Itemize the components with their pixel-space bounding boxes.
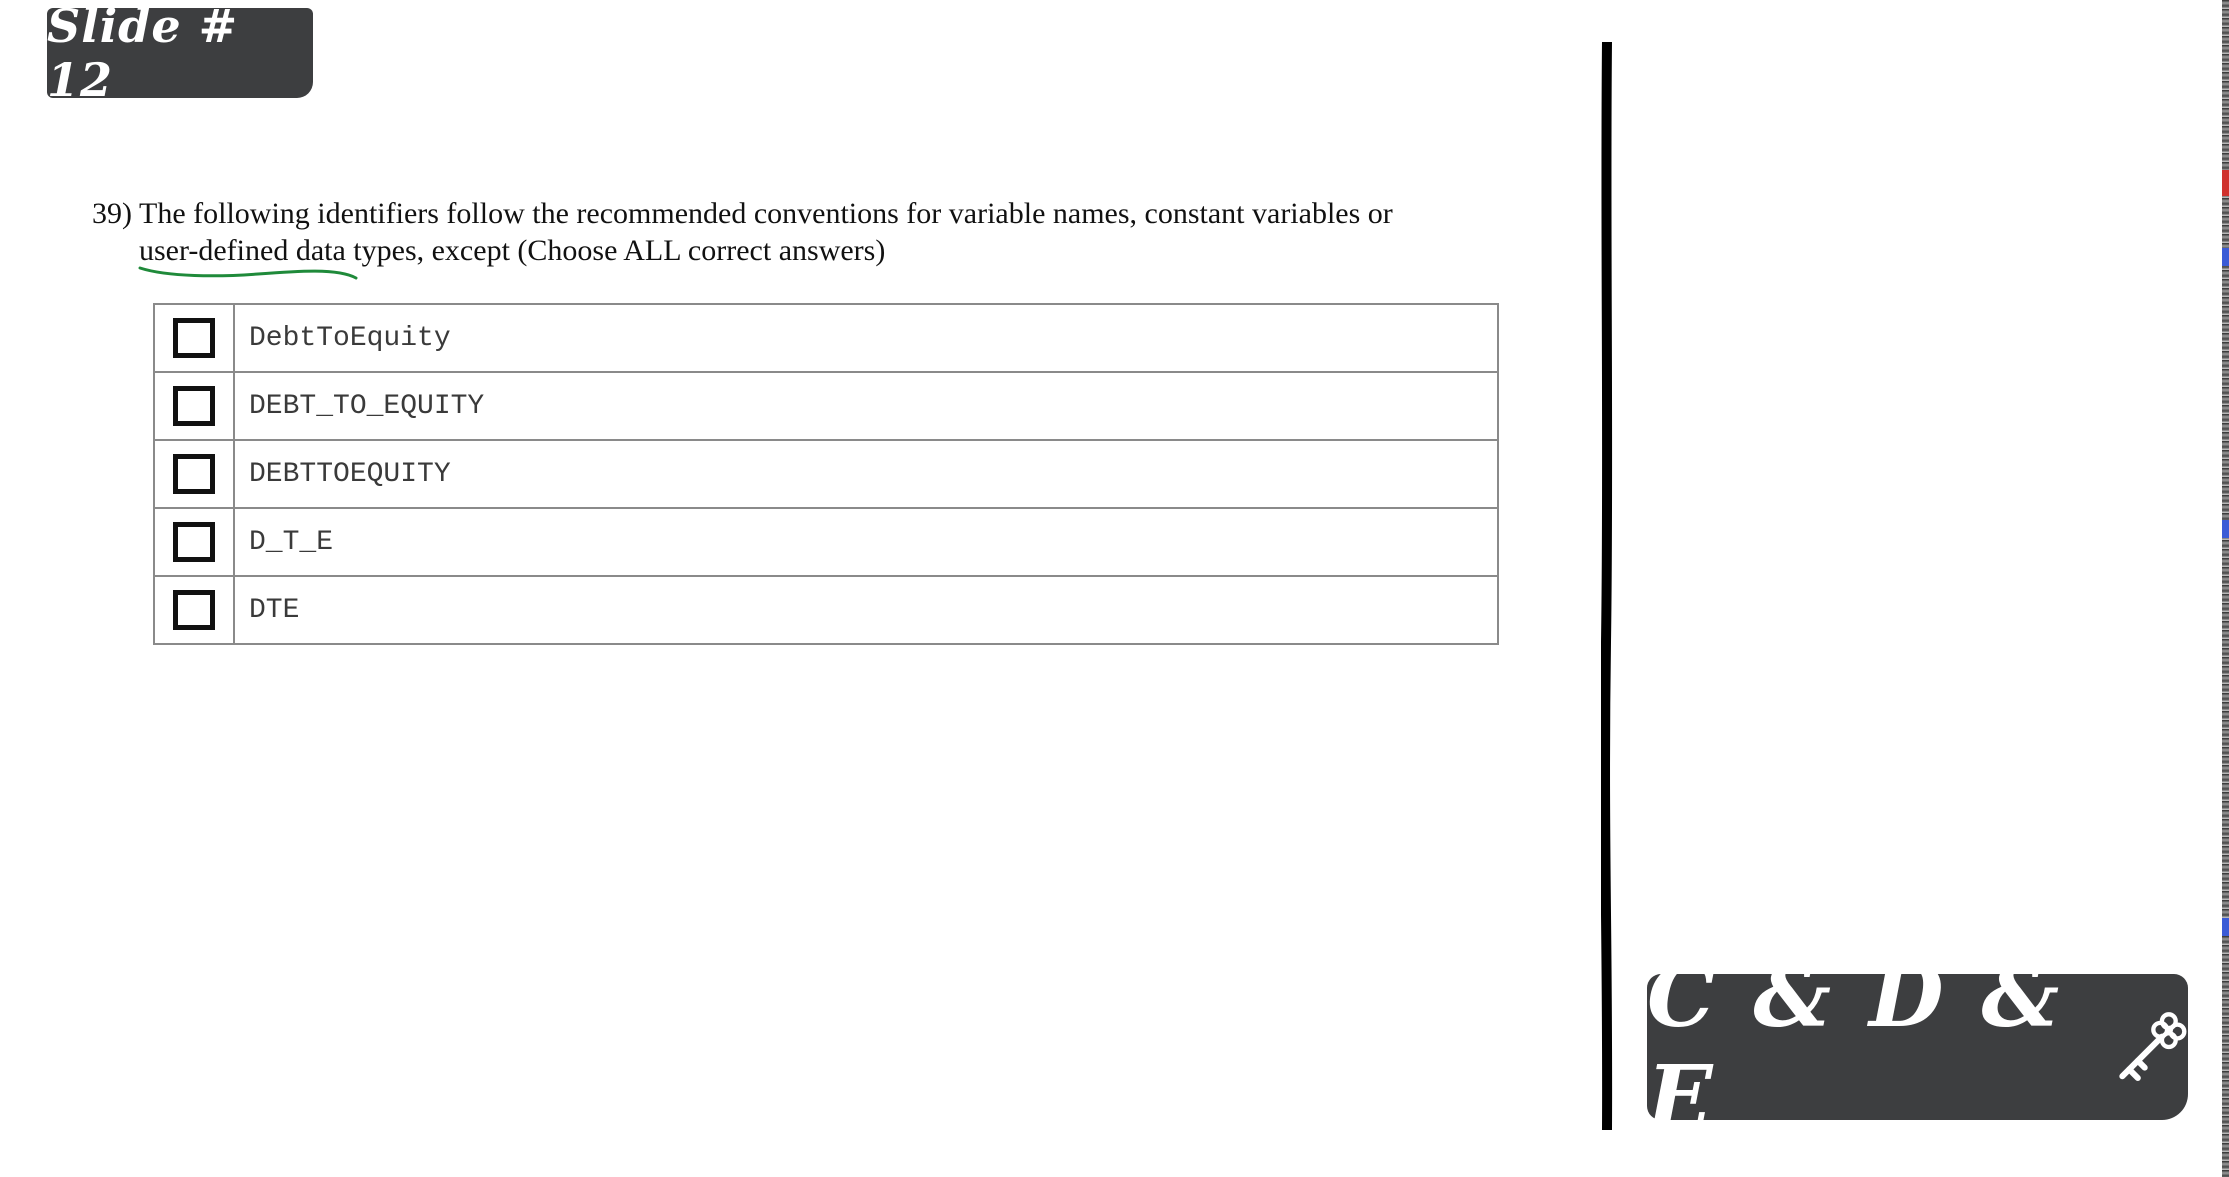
option-checkbox-cell [154,508,234,576]
option-label: DEBTTOEQUITY [234,440,1498,508]
answer-text: C & D & E [1647,946,2064,1148]
handwritten-green-underline [138,262,364,282]
key-icon [2112,1003,2188,1091]
option-label: DEBT_TO_EQUITY [234,372,1498,440]
option-label: D_T_E [234,508,1498,576]
option-row [154,304,1498,372]
option-row [154,576,1498,644]
option-checkbox[interactable] [173,590,215,630]
edge-color-mark-blue [2222,248,2229,266]
option-checkbox-cell [154,372,234,440]
option-row [154,508,1498,576]
edge-color-mark-blue-3 [2222,918,2229,936]
slide-number-label: Slide # 12 [47,0,239,107]
edge-color-mark-blue-2 [2222,520,2229,538]
option-row [154,440,1498,508]
edge-color-mark-red [2222,170,2229,196]
option-checkbox[interactable] [173,318,215,358]
option-label: DTE [234,576,1498,644]
option-checkbox[interactable] [173,386,215,426]
option-checkbox[interactable] [173,454,215,494]
option-checkbox-cell [154,576,234,644]
question-text [139,195,1519,269]
slide-number-badge [47,0,313,107]
answer-options-table [153,303,1499,645]
question-number: 39) [92,197,132,230]
option-checkbox-cell [154,304,234,372]
option-label: DebtToEquity [234,304,1498,372]
option-checkbox-cell [154,440,234,508]
question-text-line-1: The following identifiers follow the recommended conventions for variable names, constant variables or [139,197,1393,230]
question-text-line-2: user-defined data types, except (Choose ALL correct answers) [139,234,886,267]
answer-box [1647,946,2188,1148]
option-row [154,372,1498,440]
option-checkbox[interactable] [173,522,215,562]
vertical-divider-line [1601,42,1613,1130]
